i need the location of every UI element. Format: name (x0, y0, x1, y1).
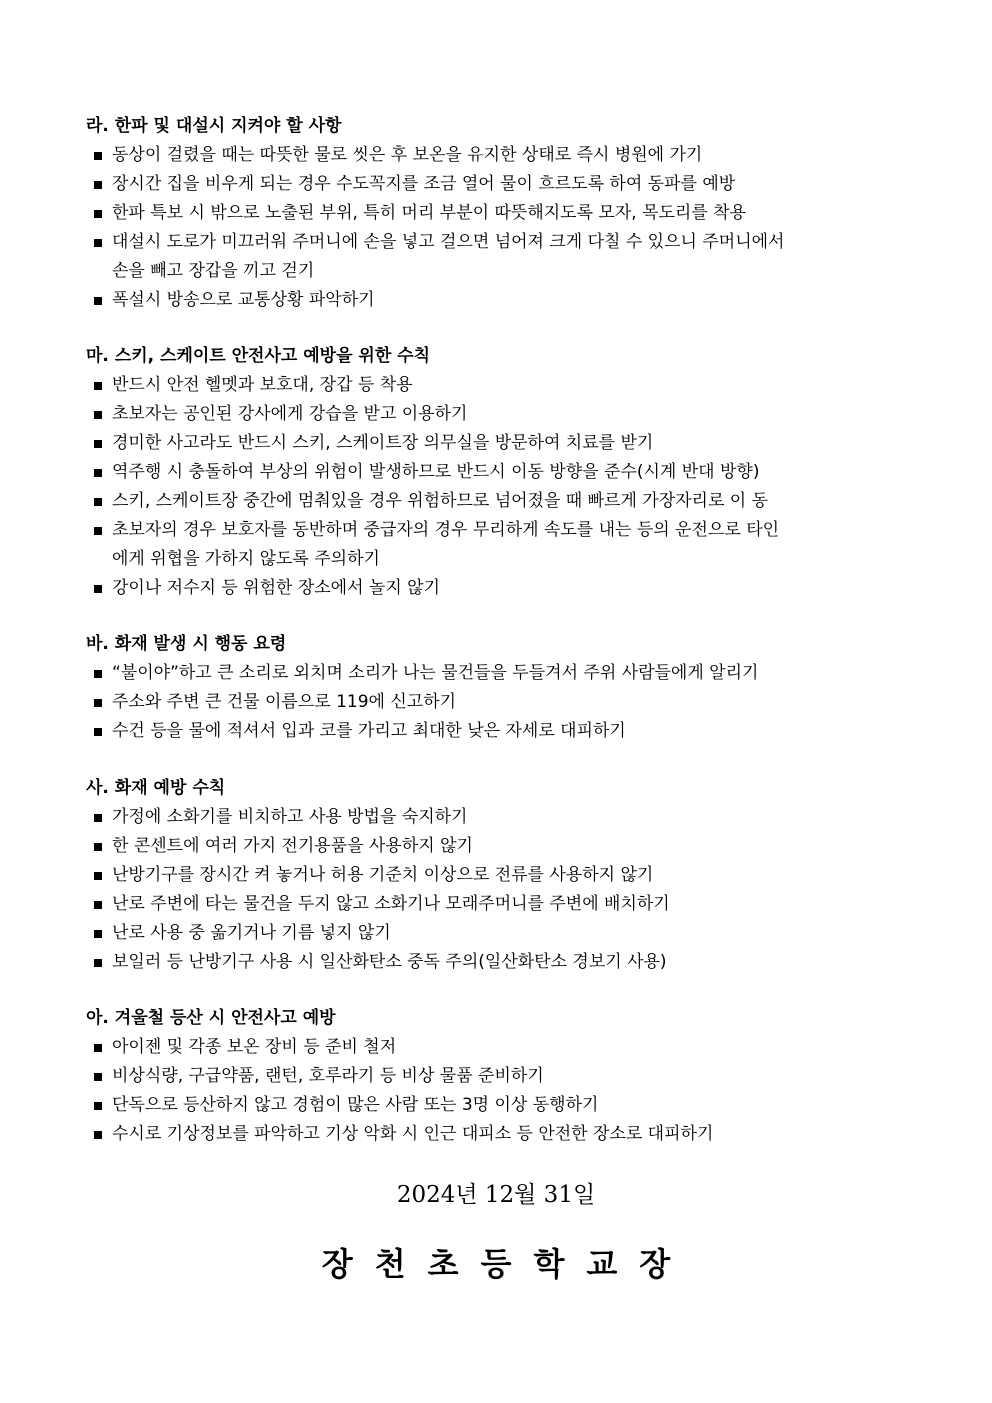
square-bullet-icon (94, 1073, 102, 1081)
square-bullet-icon (94, 527, 102, 535)
square-bullet-icon (94, 1131, 102, 1139)
section-cold-wave (86, 112, 916, 315)
list-item: 한 콘센트에 여러 가지 전기용품을 사용하지 않기 (86, 832, 916, 861)
document-date: 2024년 12월 31일 (396, 1182, 596, 1208)
section-heading: 사. 화재 예방 수칙 (86, 778, 226, 798)
square-bullet-icon (94, 469, 102, 477)
list-item: 가정에 소화기를 비치하고 사용 방법을 숙지하기 (86, 803, 916, 832)
list-item: 난로 주변에 타는 물건을 두지 않고 소화기나 모래주머니를 주변에 배치하기 (86, 890, 916, 919)
square-bullet-icon (94, 181, 102, 189)
list-item: 장시간 집을 비우게 되는 경우 수도꼭지를 조금 열어 물이 흐르도록 하여 동파를 예방 (86, 170, 916, 199)
section-winter-hiking (86, 1004, 916, 1149)
list-item: 강이나 저수지 등 위험한 장소에서 놀지 않기 (86, 574, 916, 603)
square-bullet-icon (94, 411, 102, 419)
square-bullet-icon (94, 382, 102, 390)
square-bullet-icon (94, 498, 102, 506)
list-item: 수건 등을 물에 적셔서 입과 코를 가리고 최대한 낮은 자세로 대피하기 (86, 717, 916, 746)
square-bullet-icon (94, 959, 102, 967)
square-bullet-icon (94, 872, 102, 880)
square-bullet-icon (94, 210, 102, 218)
list-item: 난로 사용 중 옮기거나 기름 넣지 않기 (86, 919, 916, 948)
list-item: 반드시 안전 헬멧과 보호대, 장갑 등 착용 (86, 371, 916, 400)
section-heading: 라. 한파 및 대설시 지켜야 할 사항 (86, 116, 342, 136)
list-item: 대설시 도로가 미끄러워 주머니에 손을 넣고 걸으면 넘어져 크게 다칠 수 있으니 주머니에서 손을 빼고 장갑을 끼고 걷기 (86, 228, 916, 286)
list-item: 경미한 사고라도 반드시 스키, 스케이트장 의무실을 방문하여 치료를 받기 (86, 429, 916, 458)
square-bullet-icon (94, 152, 102, 160)
section-ski-skate (86, 342, 916, 603)
list-item: 폭설시 방송으로 교통상황 파악하기 (86, 286, 916, 315)
list-item: 초보자는 공인된 강사에게 강습을 받고 이용하기 (86, 400, 916, 429)
list-item: 아이젠 및 각종 보온 장비 등 준비 철저 (86, 1033, 916, 1062)
section-heading: 아. 겨울철 등산 시 안전사고 예방 (86, 1008, 336, 1028)
list-item: 주소와 주변 큰 건물 이름으로 119에 신고하기 (86, 688, 916, 717)
square-bullet-icon (94, 297, 102, 305)
square-bullet-icon (94, 239, 102, 247)
list-item: 보일러 등 난방기구 사용 시 일산화탄소 중독 주의(일산화탄소 경보기 사용) (86, 948, 916, 977)
square-bullet-icon (94, 901, 102, 909)
square-bullet-icon (94, 699, 102, 707)
list-item: 비상식량, 구급약품, 랜턴, 호루라기 등 비상 물품 준비하기 (86, 1062, 916, 1091)
square-bullet-icon (94, 930, 102, 938)
list-item: 난방기구를 장시간 켜 놓거나 허용 기준치 이상으로 전류를 사용하지 않기 (86, 861, 916, 890)
square-bullet-icon (94, 440, 102, 448)
square-bullet-icon (94, 843, 102, 851)
list-item: 역주행 시 충돌하여 부상의 위험이 발생하므로 반드시 이동 방향을 준수(시계 반대 방향) (86, 458, 916, 487)
list-item: 단독으로 등산하지 않고 경험이 많은 사람 또는 3명 이상 동행하기 (86, 1091, 916, 1120)
square-bullet-icon (94, 1044, 102, 1052)
list-item: 동상이 걸렸을 때는 따뜻한 물로 씻은 후 보온을 유지한 상태로 즉시 병원에 가기 (86, 141, 916, 170)
section-fire-prevention (86, 774, 916, 977)
square-bullet-icon (94, 1102, 102, 1110)
section-heading: 바. 화재 발생 시 행동 요령 (86, 634, 287, 654)
square-bullet-icon (94, 728, 102, 736)
list-item: 스키, 스케이트장 중간에 멈춰있을 경우 위험하므로 넘어졌을 때 빠르게 가장자리로 이 동 (86, 487, 916, 516)
signer-title: 장천초등학교장 (321, 1245, 693, 1283)
list-item: 한파 특보 시 밖으로 노출된 부위, 특히 머리 부분이 따뜻해지도록 모자, 목도리를 착용 (86, 199, 916, 228)
list-item: 수시로 기상정보를 파악하고 기상 악화 시 인근 대피소 등 안전한 장소로 대피하기 (86, 1120, 916, 1149)
section-heading: 마. 스키, 스케이트 안전사고 예방을 위한 수칙 (86, 346, 431, 366)
list-item: 초보자의 경우 보호자를 동반하며 중급자의 경우 무리하게 속도를 내는 등의 운전으로 타인 에게 위협을 가하지 않도록 주의하기 (86, 516, 916, 574)
list-item: “불이야”하고 큰 소리로 외치며 소리가 나는 물건들을 두들겨서 주위 사람들에게 알리기 (86, 659, 916, 688)
section-fire-response (86, 630, 916, 746)
square-bullet-icon (94, 585, 102, 593)
square-bullet-icon (94, 814, 102, 822)
square-bullet-icon (94, 670, 102, 678)
